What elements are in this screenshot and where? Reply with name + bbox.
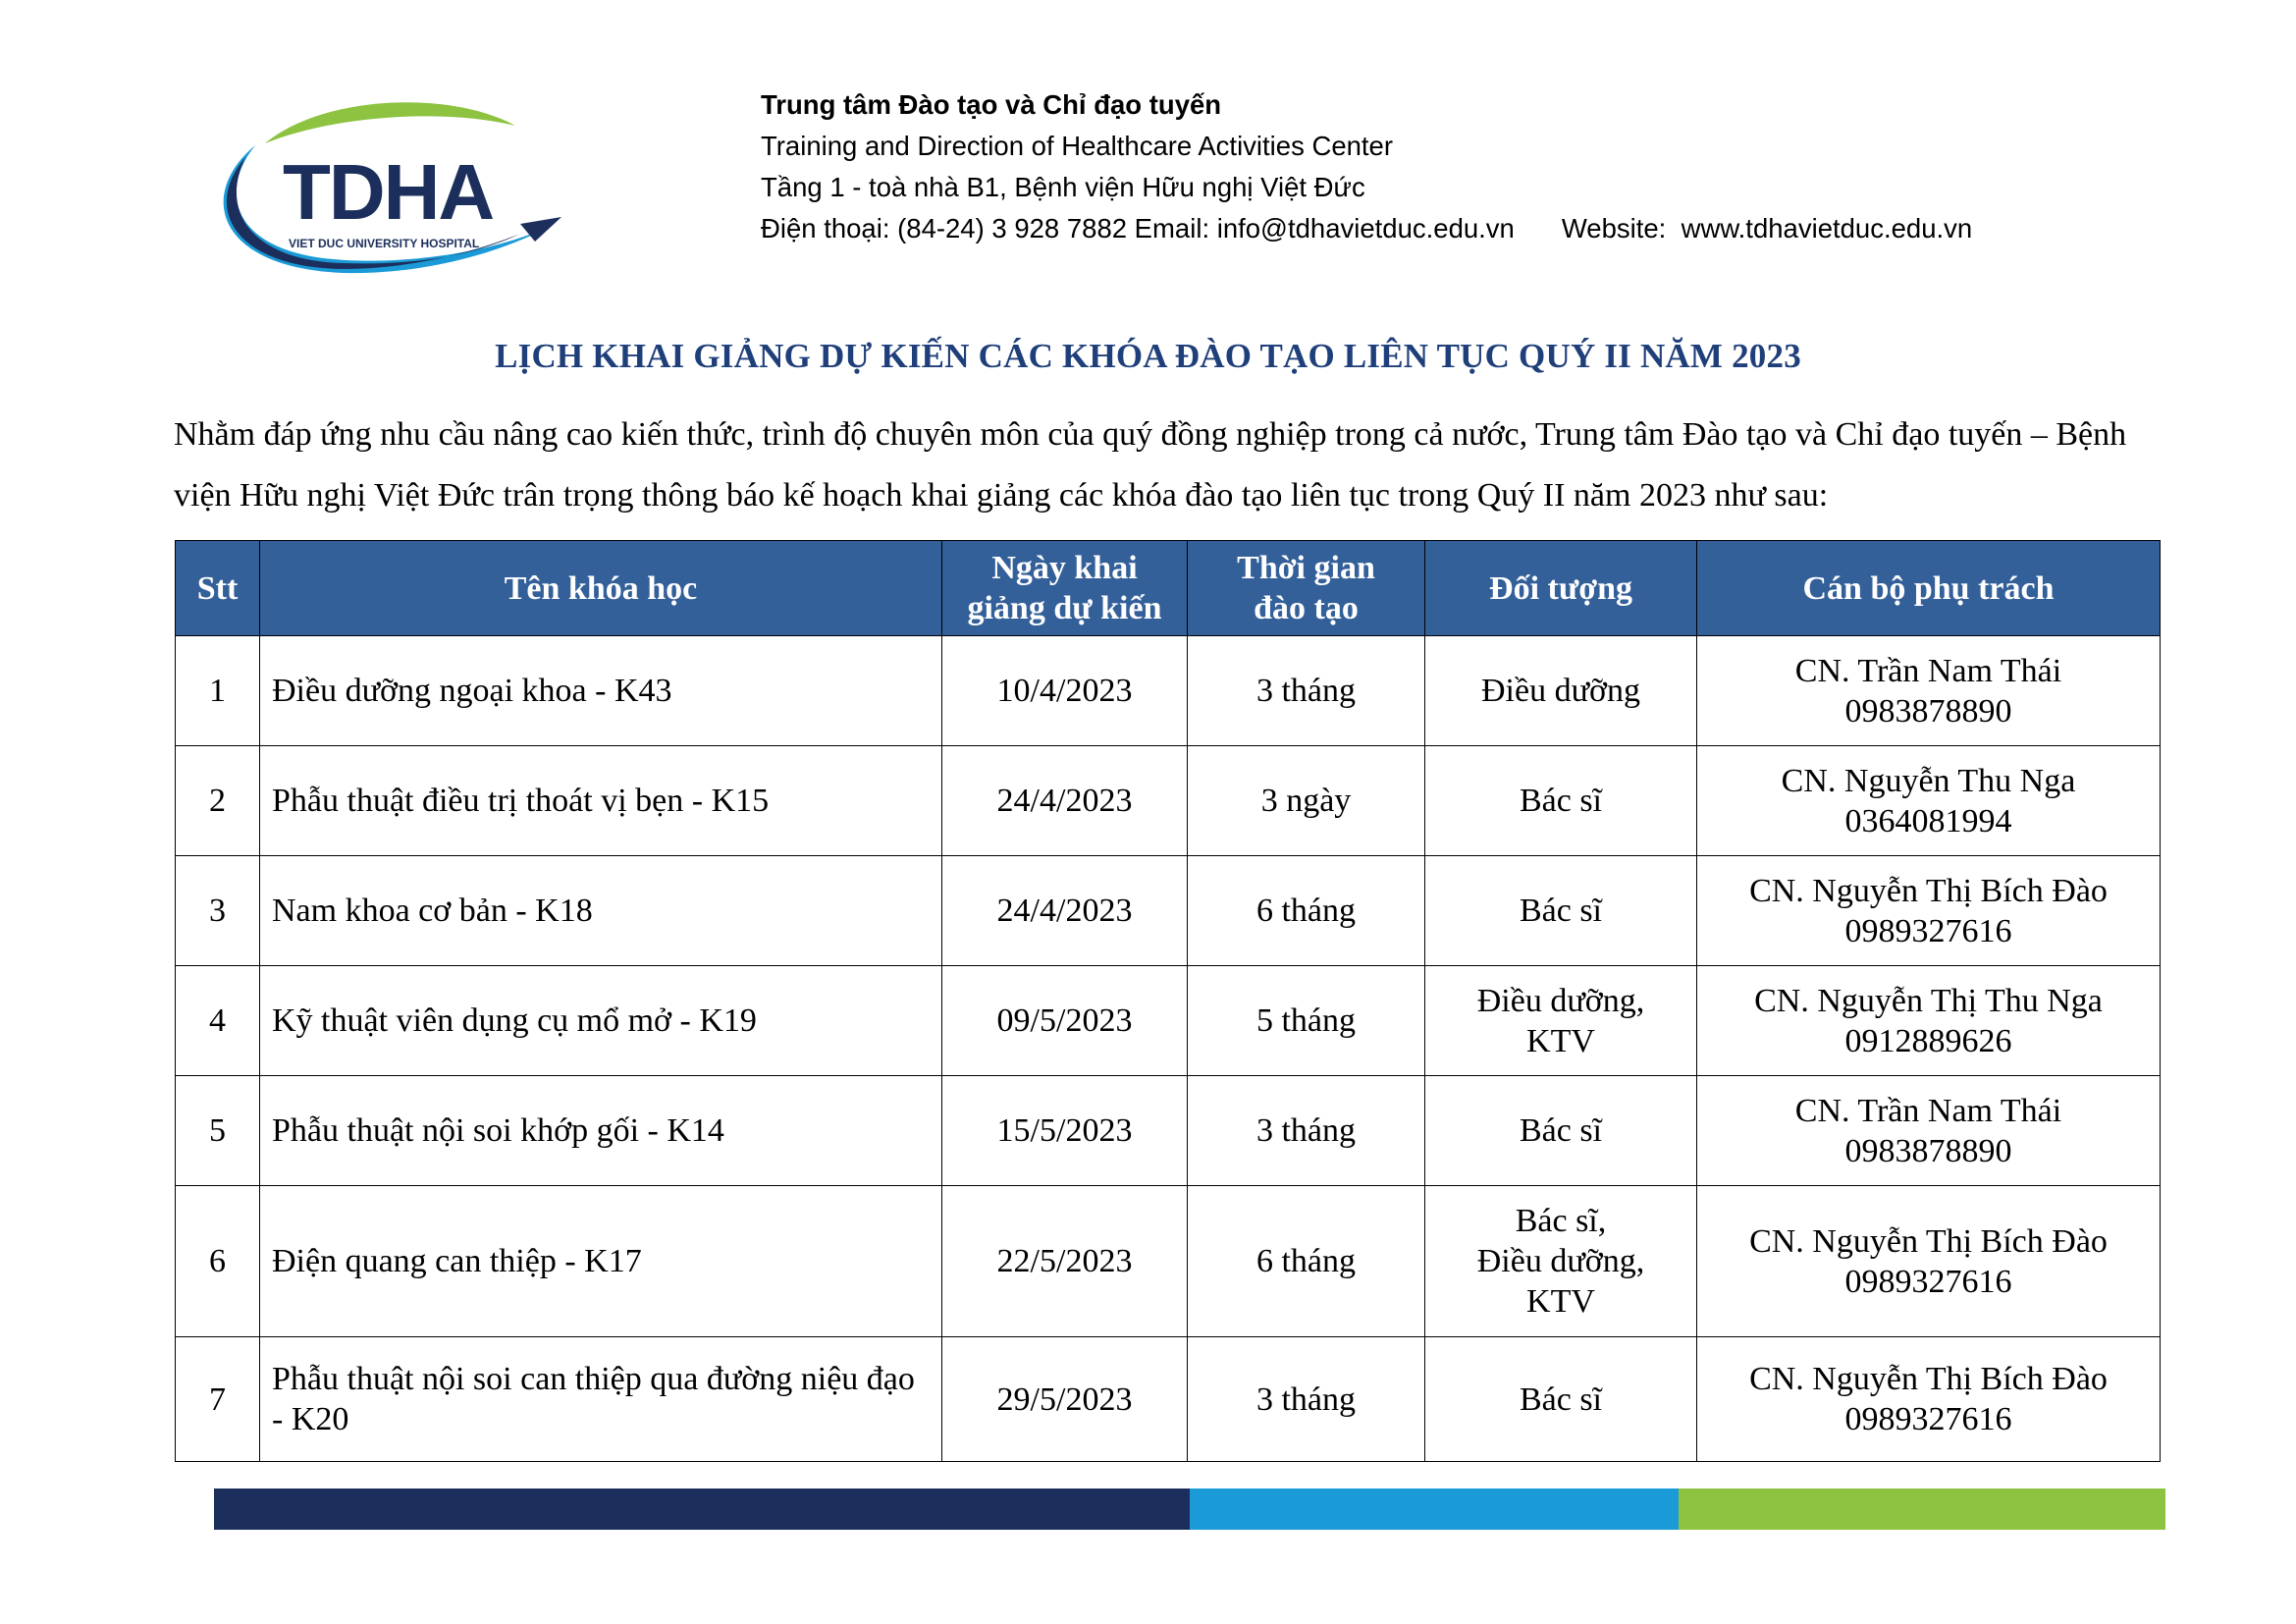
cell-start-date: 22/5/2023 [942,1186,1188,1337]
table-row [176,1186,2161,1337]
cell-start-date: 24/4/2023 [942,746,1188,856]
contact-phone-email: Điện thoại: (84-24) 3 928 7882 Email: info@tdhavietduc.edu.vn [761,213,1515,244]
cell-course: Nam khoa cơ bản - K18 [260,856,942,966]
header-start-date: Ngày khai giảng dự kiến [942,541,1188,636]
cell-stt: 3 [176,856,260,966]
document-title: LỊCH KHAI GIẢNG DỰ KIẾN CÁC KHÓA ĐÀO TẠO LIÊN TỤC QUÝ II NĂM 2023 [495,337,1801,375]
header-audience: Đối tượng [1425,541,1697,636]
cell-contact: CN. Nguyễn Thị Bích Đào 0989327616 [1697,856,2161,966]
cell-start-date: 10/4/2023 [942,636,1188,746]
header-stt: Stt [176,541,260,636]
cell-start-date: 29/5/2023 [942,1337,1188,1462]
cell-contact: CN. Nguyễn Thu Nga 0364081994 [1697,746,2161,856]
cell-course: Phẫu thuật nội soi khớp gối - K14 [260,1076,942,1186]
cell-stt: 4 [176,966,260,1076]
cell-duration: 6 tháng [1188,856,1425,966]
cell-stt: 2 [176,746,260,856]
cell-stt: 7 [176,1337,260,1462]
tdha-logo [196,86,569,283]
table-header-row [176,541,2161,636]
cell-audience: Bác sĩ [1425,856,1697,966]
header-contact: Cán bộ phụ trách [1697,541,2161,636]
cell-contact: CN. Trần Nam Thái 0983878890 [1697,636,2161,746]
footer-bar-dark [214,1489,1190,1530]
contact-line [761,208,1972,249]
website: Website: www.tdhavietduc.edu.vn [1561,213,1973,244]
course-schedule-table [175,540,2161,1462]
logo-arrow [520,217,561,242]
footer-bar-green [1679,1489,2165,1530]
cell-course: Phẫu thuật nội soi can thiệp qua đường niệu đạo - K20 [260,1337,942,1462]
cell-course: Phẫu thuật điều trị thoát vị bẹn - K15 [260,746,942,856]
cell-contact: CN. Nguyễn Thị Bích Đào 0989327616 [1697,1337,2161,1462]
cell-course: Điện quang can thiệp - K17 [260,1186,942,1337]
footer-bar-blue [1190,1489,1679,1530]
cell-duration: 3 ngày [1188,746,1425,856]
cell-duration: 3 tháng [1188,1337,1425,1462]
org-name: Trung tâm Đào tạo và Chỉ đạo tuyến [761,89,1222,120]
cell-audience: Bác sĩ [1425,1076,1697,1186]
table-row [176,746,2161,856]
cell-audience: Bác sĩ [1425,1337,1697,1462]
org-address: Tầng 1 - toà nhà B1, Bệnh viện Hữu nghị Việt Đức [761,172,1365,202]
cell-stt: 1 [176,636,260,746]
cell-stt: 5 [176,1076,260,1186]
logo-text: TDHA [283,148,494,236]
table-row [176,966,2161,1076]
cell-start-date: 24/4/2023 [942,856,1188,966]
cell-course: Điều dưỡng ngoại khoa - K43 [260,636,942,746]
cell-audience: Điều dưỡng [1425,636,1697,746]
cell-course: Kỹ thuật viên dụng cụ mổ mở - K19 [260,966,942,1076]
table-row [176,1076,2161,1186]
cell-start-date: 09/5/2023 [942,966,1188,1076]
logo-subtitle: VIET DUC UNIVERSITY HOSPITAL [289,237,480,250]
cell-stt: 6 [176,1186,260,1337]
cell-contact: CN. Nguyễn Thị Bích Đào 0989327616 [1697,1186,2161,1337]
intro-paragraph: Nhằm đáp ứng nhu cầu nâng cao kiến thức, trình độ chuyên môn của quý đồng nghiệp trong cả nước, Trung tâm Đào tạo và Chỉ đạo tuyến – Bệnh viện Hữu nghị Việt Đức trân trọng thông báo kế hoạch khai giảng các khóa đào tạo liên tục trong Quý II năm 2023 như sau: [174,416,2127,514]
cell-duration: 6 tháng [1188,1186,1425,1337]
header-course: Tên khóa học [260,541,942,636]
header-duration: Thời gian đào tạo [1188,541,1425,636]
cell-duration: 5 tháng [1188,966,1425,1076]
cell-duration: 3 tháng [1188,1076,1425,1186]
cell-audience: Điều dưỡng, KTV [1425,966,1697,1076]
cell-duration: 3 tháng [1188,636,1425,746]
cell-contact: CN. Trần Nam Thái 0983878890 [1697,1076,2161,1186]
cell-audience: Bác sĩ, Điều dưỡng, KTV [1425,1186,1697,1337]
cell-audience: Bác sĩ [1425,746,1697,856]
logo-green-swoosh [265,102,515,143]
cell-start-date: 15/5/2023 [942,1076,1188,1186]
table-row [176,636,2161,746]
table-row [176,1337,2161,1462]
table-row [176,856,2161,966]
cell-contact: CN. Nguyễn Thị Thu Nga 0912889626 [1697,966,2161,1076]
org-name-en: Training and Direction of Healthcare Activities Center [761,131,1394,161]
organization-info [761,84,1972,249]
